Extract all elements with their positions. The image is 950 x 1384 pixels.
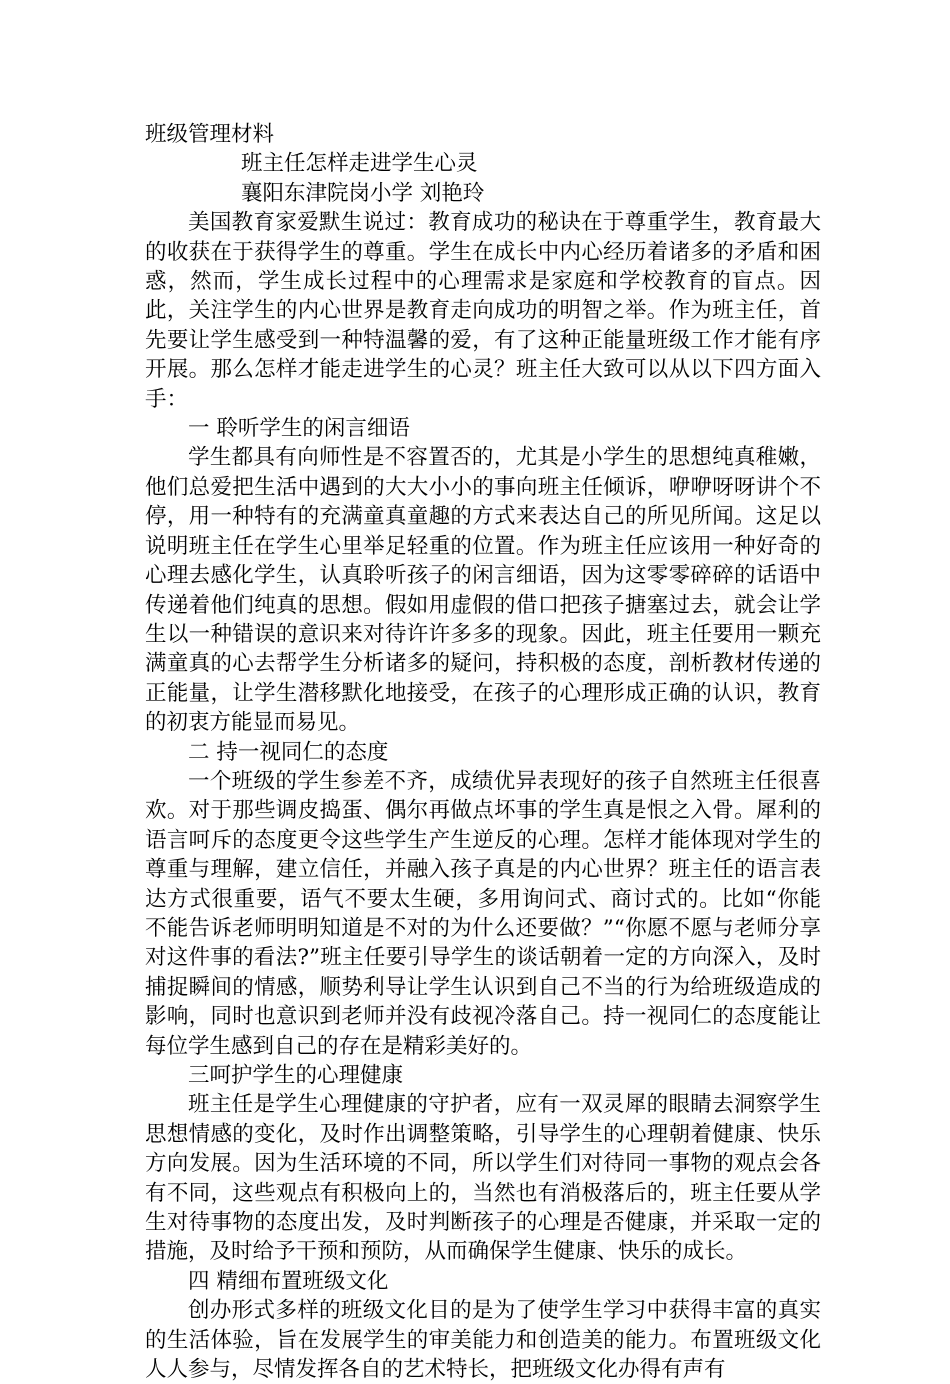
document-label: 班级管理材料 [145,122,275,147]
section-body-3: 班主任是学生心理健康的守护者，应有一双灵犀的眼睛去洞察学生思想情感的变化，及时作出调整策略，引导学生的心理朝着健康、快乐方向发展。因为生活环境的不同，所以学生们对待同一事物的观点会各有不同，这些观点有积极向上的，当然也有消极落后的，班主任要从学生对待事物的态度出发，及时判断孩子的心理是否健康，并采取一定的措施，及时给予干预和预防，从而确保学生健康、快乐的成长。 [145,1092,821,1265]
article-title: 班主任怎样走进学生心灵 [241,151,478,177]
section-body-2: 一个班级的学生参差不齐，成绩优异表现好的孩子自然班主任很喜欢。对于那些调皮捣蛋、偶尔再做点坏事的学生真是恨之入骨。犀利的语言呵斥的态度更令这些学生产生逆反的心理。怎样才能体现对学生的尊重与理解，建立信任，并融入孩子真是的内心世界？班主任的语言表达方式很重要，语气不要太生硬，多用询问式、商讨式的。比如“你能不能告诉老师明明知道是不对的为什么还要做？”“你愿不愿与老师分享对这件事的看法?”班主任要引导学生的谈话朝着一定的方向深入，及时捕捉瞬间的情感，顺势利导让学生认识到自己不当的行为给班级造成的影响，同时也意识到老师并没有歧视冷落自己。持一视同仁的态度能让每位学生感到自己的存在是精彩美好的。 [145,768,821,1059]
intro-paragraph: 美国教育家爱默生说过：教育成功的秘诀在于尊重学生，教育最大的收获在于获得学生的尊重。学生在成长中内心经历着诸多的矛盾和困惑，然而，学生成长过程中的心理需求是家庭和学校教育的盲点。因此，关注学生的内心世界是教育走向成功的明智之举。作为班主任，首先要让学生感受到一种特温馨的爱，有了这种正能量班级工作才能有序开展。那么怎样才能走进学生的心灵？班主任大致可以从以下四方面入手： [145,210,821,412]
article-author: 襄阳东津院岗小学 刘艳玲 [241,180,485,206]
section-heading-2: 二 持一视同仁的态度 [188,739,389,765]
section-heading-1: 一 聆听学生的闲言细语 [188,416,410,442]
section-body-1: 学生都具有向师性是不容置否的，尤其是小学生的思想纯真稚嫩，他们总爱把生活中遇到的大大小小的事向班主任倾诉，咿咿呀呀讲个不停，用一种特有的充满童真童趣的方式来表达自己的所见所闻。这足以说明班主任在学生心里举足轻重的位置。作为班主任应该用一种好奇的心理去感化学生，认真聆听孩子的闲言细语，因为这零零碎碎的话语中传递着他们纯真的思想。假如用虚假的借口把孩子搪塞过去，就会让学生以一种错误的意识来对待许许多多的现象。因此，班主任要用一颗充满童真的心去帮学生分析诸多的疑问，持积极的态度，剖析教材传递的正能量，让学生潜移默化地接受，在孩子的心理形成正确的认识，教育的初衷方能显而易见。 [145,445,821,736]
section-body-4: 创办形式多样的班级文化目的是为了使学生学习中获得丰富的真实的生活体验，旨在发展学生的审美能力和创造美的能力。布置班级文化人人参与，尽情发挥各自的艺术特长，把班级文化办得有声有 [145,1298,821,1383]
section-heading-3: 三呵护学生的心理健康 [188,1063,404,1088]
document-page [145,120,821,1384]
section-heading-4: 四 精细布置班级文化 [188,1268,389,1294]
